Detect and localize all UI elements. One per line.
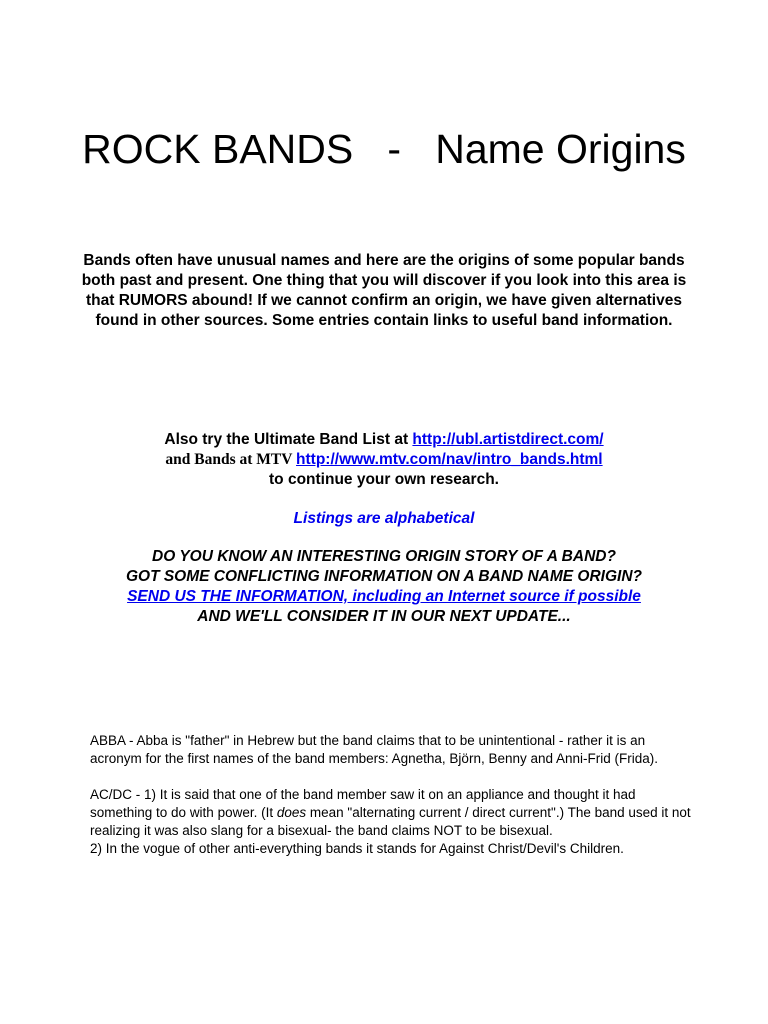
intro-paragraph [40, 251, 728, 331]
mtv-prefix: and Bands at MTV [165, 451, 297, 468]
entry-spacer [90, 768, 700, 786]
ubl-row [40, 430, 728, 450]
acdc-1-text: AC/DC - 1) It is said that one of the band member saw it on an appliance and thought it had something to do with power. (It [90, 787, 636, 820]
ubl-link[interactable]: http://ubl.artistdirect.com/ [412, 431, 604, 448]
cta-line-1: DO YOU KNOW AN INTERESTING ORIGIN STORY OF A BAND? [152, 548, 616, 565]
mtv-link[interactable]: http://www.mtv.com/nav/intro_bands.html [296, 451, 603, 468]
listings-note: Listings are alphabetical [293, 510, 475, 527]
cta-link-row [40, 587, 728, 607]
mtv-row [40, 450, 728, 470]
call-to-action [40, 547, 728, 627]
page-title: ROCK BANDS - Name Origins [82, 126, 686, 172]
acdc-1-emphasis: does [276, 805, 307, 820]
send-information-link[interactable]: SEND US THE INFORMATION, including an Internet source if possible [127, 588, 641, 605]
cta-line-2: GOT SOME CONFLICTING INFORMATION ON A BAND NAME ORIGIN? [125, 568, 643, 585]
intro-line: both past and present. One thing that you will discover if you look into this area is [81, 272, 687, 289]
ubl-prefix: Also try the Ultimate Band List at [164, 431, 413, 448]
intro-line: Bands often have unusual names and here are the origins of some popular bands [83, 252, 685, 269]
resources-block [40, 430, 728, 490]
entry-acdc-1 [90, 786, 700, 840]
cta-line-4: AND WE'LL CONSIDER IT IN OUR NEXT UPDATE... [197, 608, 571, 625]
entry-acdc-2: 2) In the vogue of other anti-everything bands it stands for Against Christ/Devil's Children. [90, 841, 624, 856]
intro-line: found in other sources. Some entries contain links to useful band information. [95, 312, 673, 329]
resources-closing: to continue your own research. [269, 471, 499, 488]
entry-abba: ABBA - Abba is "father" in Hebrew but the band claims that to be unintentional - rather it is an acronym for the first names of the band members: Agnetha, Björn, Benny and Anni-Frid (Frida). [90, 733, 659, 766]
band-entries [90, 732, 700, 858]
acdc-1-text-end: mean "alternating current / direct current".) The band used it not realizing it was also slang for a bisexual- the band claims NOT to be bisexual. [90, 805, 691, 838]
intro-line: that RUMORS abound! If we cannot confirm an origin, we have given alternatives [86, 292, 682, 309]
